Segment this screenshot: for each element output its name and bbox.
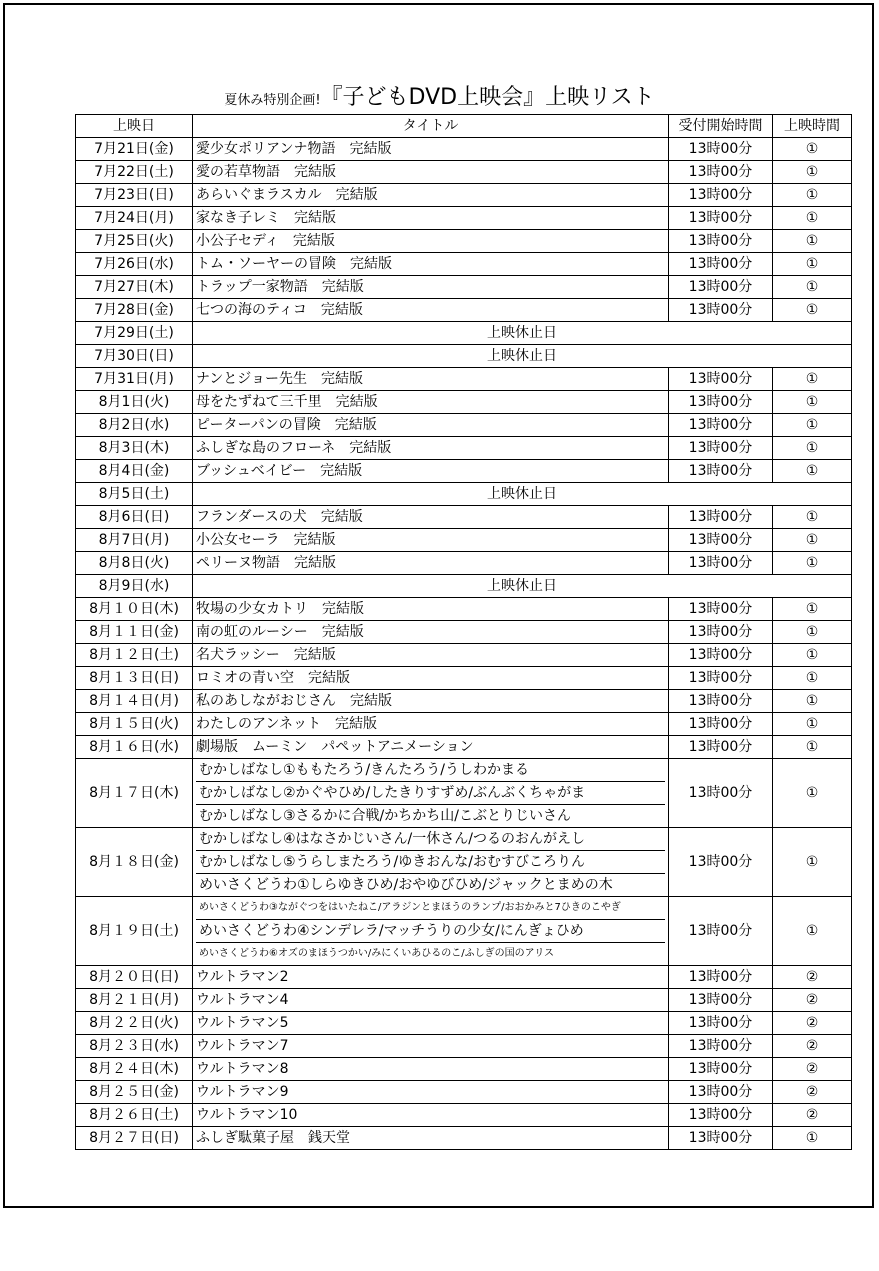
table-row [76,598,852,621]
row-title: 小公女セーラ 完結版 [193,529,669,552]
row-slot: ② [773,989,852,1012]
table-row [76,1081,852,1104]
row-date: 8月１３日(日) [76,667,193,690]
row-reception-time: 13時00分 [669,644,773,667]
row-title-line: むかしばなし④はなさかじいさん/一休さん/つるのおんがえし [196,828,665,851]
row-slot: ① [773,897,852,966]
row-date: 7月27日(木) [76,276,193,299]
row-date: 8月２７日(日) [76,1127,193,1150]
row-date: 7月26日(水) [76,253,193,276]
row-date: 8月7日(月) [76,529,193,552]
row-title: 名犬ラッシー 完結版 [193,644,669,667]
row-title: 小公子セディ 完結版 [193,230,669,253]
row-title: わたしのアンネット 完結版 [193,713,669,736]
row-slot: ② [773,966,852,989]
row-reception-time: 13時00分 [669,460,773,483]
row-title: あらいぐまラスカル 完結版 [193,184,669,207]
row-slot: ① [773,621,852,644]
row-reception-time: 13時00分 [669,1104,773,1127]
row-date: 8月１０日(木) [76,598,193,621]
row-date: 8月4日(金) [76,460,193,483]
row-title: ピーターパンの冒険 完結版 [193,414,669,437]
row-title: 牧場の少女カトリ 完結版 [193,598,669,621]
table-row [76,621,852,644]
row-slot: ① [773,161,852,184]
row-title: ふしぎ駄菓子屋 銭天堂 [193,1127,669,1150]
row-date: 8月２４日(木) [76,1058,193,1081]
row-date: 8月２５日(金) [76,1081,193,1104]
row-date: 8月１９日(土) [76,897,193,966]
table-row [76,667,852,690]
row-title: ウルトラマン5 [193,1012,669,1035]
row-date: 7月25日(火) [76,230,193,253]
row-reception-time: 13時00分 [669,1127,773,1150]
row-date: 8月6日(日) [76,506,193,529]
table-row [76,460,852,483]
row-slot: ① [773,828,852,897]
row-title: ふしぎな島のフローネ 完結版 [193,437,669,460]
table-row [76,391,852,414]
row-reception-time: 13時00分 [669,299,773,322]
row-title-line: むかしばなし②かぐやひめ/したきりすずめ/ぶんぶくちゃがま [196,782,665,805]
table-row [76,437,852,460]
table-row [76,207,852,230]
row-title: ペリーヌ物語 完結版 [193,552,669,575]
row-reception-time: 13時00分 [669,621,773,644]
row-date: 8月2日(水) [76,414,193,437]
table-row [76,506,852,529]
table-row [76,1035,852,1058]
row-title: トム・ソーヤーの冒険 完結版 [193,253,669,276]
row-slot: ① [773,529,852,552]
table-row [76,184,852,207]
row-date: 8月１６日(水) [76,736,193,759]
row-reception-time: 13時00分 [669,828,773,897]
row-slot: ② [773,1058,852,1081]
row-title-line: めいさくどうわ④シンデレラ/マッチうりの少女/にんぎょひめ [196,920,665,943]
row-title: 愛少女ポリアンナ物語 完結版 [193,138,669,161]
row-title: 家なき子レミ 完結版 [193,207,669,230]
row-slot: ① [773,207,852,230]
row-date: 7月29日(土) [76,322,193,345]
row-title-line: むかしばなし⑤うらしまたろう/ゆきおんな/おむすびころりん [196,851,665,874]
row-title-line: めいさくどうわ③ながぐつをはいたねこ/アラジンとまほうのランプ/おおかみと7ひきのこやぎ [196,897,665,920]
row-title: 劇場版 ムーミン パペットアニメーション [193,736,669,759]
row-closed: 上映休止日 [193,322,852,345]
header-row [76,115,852,138]
table-row [76,529,852,552]
row-titles [193,897,669,966]
row-reception-time: 13時00分 [669,276,773,299]
row-date: 8月１７日(木) [76,759,193,828]
table-row [76,1058,852,1081]
row-slot: ② [773,1104,852,1127]
row-slot: ① [773,552,852,575]
table-row [76,368,852,391]
title-prefix: 夏休み特別企画! [224,93,321,108]
row-slot: ① [773,414,852,437]
row-reception-time: 13時00分 [669,391,773,414]
row-date: 8月１４日(月) [76,690,193,713]
row-reception-time: 13時00分 [669,598,773,621]
table-row [76,230,852,253]
row-date: 8月1日(火) [76,391,193,414]
row-date: 7月22日(土) [76,161,193,184]
table-row [76,483,852,506]
row-reception-time: 13時00分 [669,253,773,276]
table-row [76,1012,852,1035]
header-date: 上映日 [76,115,193,138]
row-reception-time: 13時00分 [669,161,773,184]
row-reception-time: 13時00分 [669,966,773,989]
row-slot: ② [773,1081,852,1104]
row-reception-time: 13時00分 [669,207,773,230]
row-date: 8月5日(土) [76,483,193,506]
row-title: トラップ一家物語 完結版 [193,276,669,299]
row-date: 7月24日(月) [76,207,193,230]
row-slot: ① [773,299,852,322]
row-reception-time: 13時00分 [669,529,773,552]
table-row [76,1127,852,1150]
row-titles [193,828,669,897]
row-slot: ① [773,138,852,161]
row-slot: ② [773,1012,852,1035]
title-main: 『子どもDVD上映会』上映リスト [320,85,655,110]
row-title-line: めいさくどうわ⑥オズのまほうつかい/みにくいあひるのこ/ふしぎの国のアリス [199,948,555,959]
row-slot: ① [773,736,852,759]
row-title: ナンとジョー先生 完結版 [193,368,669,391]
table-row [76,552,852,575]
table-row [76,989,852,1012]
row-title: ウルトラマン4 [193,989,669,1012]
row-reception-time: 13時00分 [669,690,773,713]
row-slot: ① [773,230,852,253]
screening-table [75,114,852,1150]
row-date: 8月8日(火) [76,552,193,575]
row-date: 8月２３日(水) [76,1035,193,1058]
row-reception-time: 13時00分 [669,437,773,460]
row-titles [193,759,669,828]
row-slot: ① [773,253,852,276]
row-title: ロミオの青い空 完結版 [193,667,669,690]
header-slot: 上映時間 [773,115,852,138]
table-row [76,138,852,161]
row-reception-time: 13時00分 [669,989,773,1012]
row-reception-time: 13時00分 [669,414,773,437]
table-row [76,966,852,989]
row-date: 8月２１日(月) [76,989,193,1012]
row-reception-time: 13時00分 [669,667,773,690]
row-slot: ① [773,598,852,621]
row-date: 8月２０日(日) [76,966,193,989]
row-title: ウルトラマン8 [193,1058,669,1081]
table-row [76,690,852,713]
row-title: 七つの海のティコ 完結版 [193,299,669,322]
table-row [76,736,852,759]
row-reception-time: 13時00分 [669,1012,773,1035]
row-slot: ① [773,437,852,460]
row-reception-time: 13時00分 [669,736,773,759]
table-row [76,414,852,437]
row-date: 8月3日(木) [76,437,193,460]
row-title-line: むかしばなし③さるかに合戦/かちかち山/こぶとりじいさん [199,808,571,824]
row-title-line: めいさくどうわ①しらゆきひめ/おやゆびひめ/ジャックとまめの木 [199,877,613,893]
row-reception-time: 13時00分 [669,230,773,253]
row-date: 7月23日(日) [76,184,193,207]
row-reception-time: 13時00分 [669,138,773,161]
row-reception-time: 13時00分 [669,897,773,966]
row-reception-time: 13時00分 [669,1058,773,1081]
row-date: 7月31日(月) [76,368,193,391]
table-row [76,161,852,184]
row-slot: ① [773,690,852,713]
row-slot: ① [773,184,852,207]
row-slot: ① [773,713,852,736]
row-reception-time: 13時00分 [669,184,773,207]
row-slot: ① [773,368,852,391]
row-date: 8月１５日(火) [76,713,193,736]
row-title: フランダースの犬 完結版 [193,506,669,529]
row-date: 8月１１日(金) [76,621,193,644]
row-reception-time: 13時00分 [669,759,773,828]
row-title: ウルトラマン9 [193,1081,669,1104]
table-row [76,713,852,736]
row-title-line: むかしばなし①ももたろう/きんたろう/うしわかまる [196,759,665,782]
table-row [76,299,852,322]
table-row [76,828,852,897]
row-title: ウルトラマン7 [193,1035,669,1058]
header-reception: 受付開始時間 [669,115,773,138]
row-slot: ① [773,759,852,828]
table-row [76,759,852,828]
row-title: 愛の若草物語 完結版 [193,161,669,184]
table-row [76,575,852,598]
table-row [76,276,852,299]
row-slot: ① [773,1127,852,1150]
table-row [76,897,852,966]
row-title: 南の虹のルーシー 完結版 [193,621,669,644]
row-date: 8月9日(水) [76,575,193,598]
row-slot: ① [773,460,852,483]
row-title: 私のあしながおじさん 完結版 [193,690,669,713]
row-slot: ① [773,644,852,667]
row-title: ウルトラマン2 [193,966,669,989]
row-title: ウルトラマン10 [193,1104,669,1127]
row-title: ブッシュベイビー 完結版 [193,460,669,483]
row-reception-time: 13時00分 [669,713,773,736]
row-closed: 上映休止日 [193,575,852,598]
row-closed: 上映休止日 [193,483,852,506]
row-slot: ② [773,1035,852,1058]
row-date: 8月２６日(土) [76,1104,193,1127]
row-date: 7月30日(日) [76,345,193,368]
row-date: 8月２２日(火) [76,1012,193,1035]
row-date: 7月21日(金) [76,138,193,161]
row-reception-time: 13時00分 [669,506,773,529]
row-slot: ① [773,276,852,299]
row-slot: ① [773,391,852,414]
row-slot: ① [773,506,852,529]
row-reception-time: 13時00分 [669,552,773,575]
row-closed: 上映休止日 [193,345,852,368]
row-date: 8月１２日(土) [76,644,193,667]
table-row [76,1104,852,1127]
row-date: 7月28日(金) [76,299,193,322]
table-body [76,138,852,1150]
table-row [76,322,852,345]
row-slot: ① [773,667,852,690]
row-date: 8月１８日(金) [76,828,193,897]
row-reception-time: 13時00分 [669,1035,773,1058]
page-title [0,80,879,114]
table-row [76,345,852,368]
header-title: タイトル [193,115,669,138]
row-title: 母をたずねて三千里 完結版 [193,391,669,414]
row-reception-time: 13時00分 [669,368,773,391]
row-reception-time: 13時00分 [669,1081,773,1104]
table-row [76,253,852,276]
table-row [76,644,852,667]
